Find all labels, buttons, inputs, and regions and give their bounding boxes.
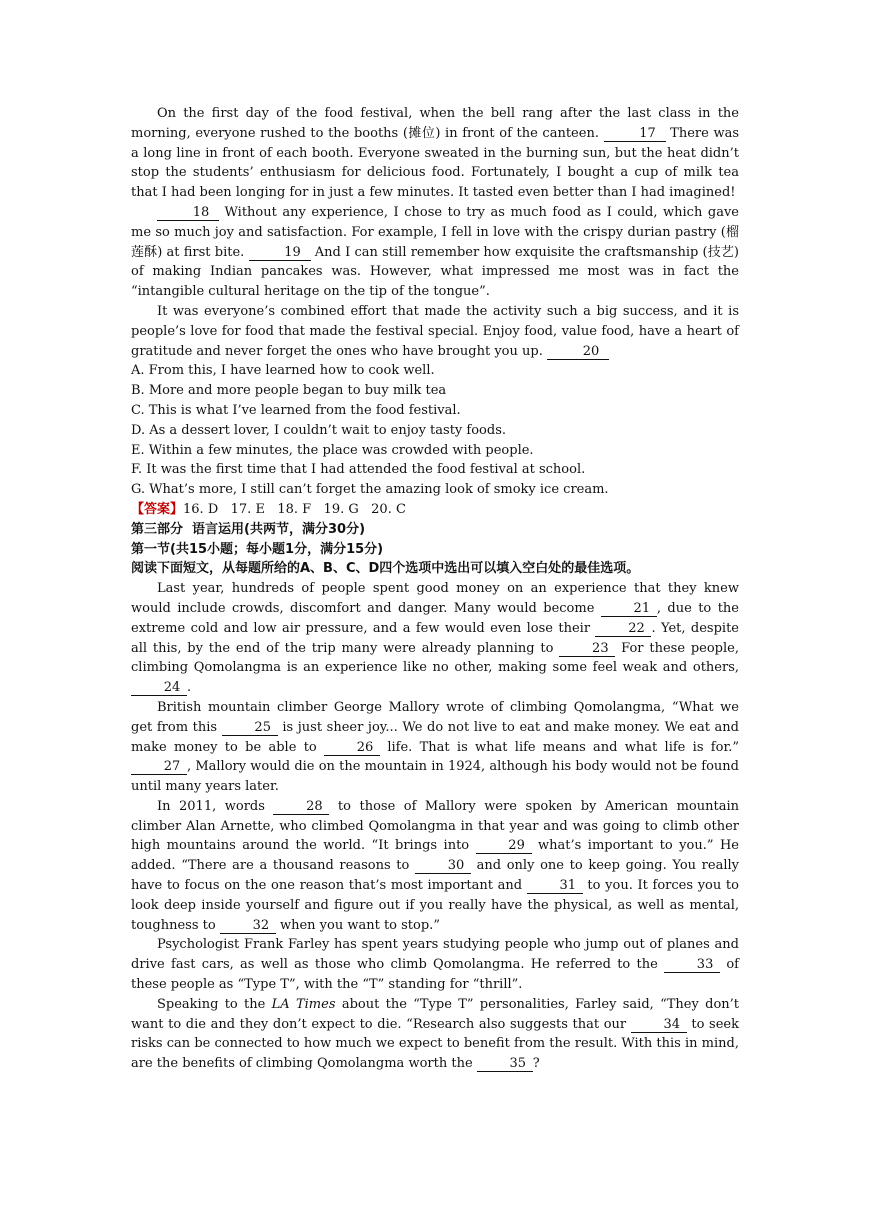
option-e: E. Within a few minutes, the place was crowded with people. xyxy=(131,442,534,458)
text: . xyxy=(187,680,192,696)
passage1-paragraph-3 xyxy=(131,302,739,361)
text: , Mallory would die on the mountain in 1924, although his body would not be found until many years later. xyxy=(131,759,739,795)
text: On the first day of the food festival, when the bell rang after the last class in the morning, everyone rushed to the booths (摊位) in front of the canteen. xyxy=(131,106,739,141)
answer-tag: 【答案】 xyxy=(131,501,184,517)
text: And I can still remember how exquisite the craftsmanship (技艺) of making Indian pancakes was. However, what impressed me most was in fact the “intangible cultural heritage on the tip of the tongue”. xyxy=(131,244,740,300)
option-f: F. It was the first time that I had attended the food festival at school. xyxy=(131,462,586,478)
blank-31: 31 xyxy=(527,878,583,894)
text: life. That is what life means and what life is for.” xyxy=(380,739,740,755)
text: . Yet, despite all this, by the end of the trip many were already planning to xyxy=(131,620,739,656)
text: to you. It forces you to look deep inside yourself and figure out if you really have the physical, as well as mental, toughness to xyxy=(131,878,739,933)
passage1-paragraph-1 xyxy=(131,104,739,203)
text: what’s important to you.” He added. “There are a thousand reasons to xyxy=(131,838,739,874)
option-c: C. This is what I’ve learned from the food festival. xyxy=(131,402,461,418)
blank-32: 32 xyxy=(220,918,276,934)
blank-33: 33 xyxy=(664,957,720,973)
text: Psychologist Frank Farley has spent years studying people who jump out of planes and drive fast cars, as well as those who climb Qomolangma. He referred to the xyxy=(131,937,739,973)
text: Speaking to the xyxy=(157,996,272,1012)
passage2-paragraph-4 xyxy=(131,935,739,994)
section-subtitle: 第一节(共15小题；每小题1分，满分15分) xyxy=(131,541,384,557)
blank-26: 26 xyxy=(324,740,380,756)
blank-29: 29 xyxy=(476,838,532,854)
section-instruction: 阅读下面短文，从每题所给的A、B、C、D四个选项中选出可以填入空白处的最佳选项。 xyxy=(131,561,640,577)
text: , due to the extreme cold and low air pressure, and a few would even lose their xyxy=(131,600,739,636)
text: It was everyone’s combined effort that made the activity such a big success, and it is people’s love for food that made the festival special. Enjoy food, value food, have a heart of gratitude and never forget the ones who have brought you up. xyxy=(131,303,739,359)
blank-17: 17 xyxy=(604,126,666,142)
blank-28: 28 xyxy=(273,799,329,815)
blank-18: 18 xyxy=(157,205,219,221)
blank-21: 21 xyxy=(601,601,657,617)
option-b: B. More and more people began to buy milk tea xyxy=(131,383,447,399)
blank-23: 23 xyxy=(559,641,615,657)
text: British mountain climber George Mallory wrote of climbing Qomolangma, “What we get from this xyxy=(131,699,739,735)
passage2-paragraph-2 xyxy=(131,698,739,797)
text: to seek risks can be connected to how much we expect to benefit from the result. With this in mind, are the benefits of climbing Qomolangma worth the xyxy=(131,1016,739,1072)
section-title: 第三部分 语言运用(共两节，满分30分) xyxy=(131,521,366,537)
text: to those of Mallory were spoken by American mountain climber Alan Arnette, who climbed Qomolangma in that year and was going to climb other high mountains around the world. “It brings into xyxy=(131,798,739,854)
answer-text: 16. D 17. E 18. F 19. G 20. C xyxy=(183,501,406,517)
option-d: D. As a dessert lover, I couldn’t wait to enjoy tasty foods. xyxy=(131,422,506,438)
passage2-paragraph-1 xyxy=(131,579,739,698)
text: when you want to stop.” xyxy=(275,917,440,933)
document-page xyxy=(131,104,739,1074)
text: For these people, climbing Qomolangma is an experience like no other, making some feel weak and others, xyxy=(131,640,739,676)
text: ? xyxy=(532,1056,540,1072)
blank-35: 35 xyxy=(477,1056,533,1072)
text: There was a long line in front of each booth. Everyone sweated in the burning sun, but the heat didn’t stop the students’ enthusiasm for delicious food. Fortunately, I bought a cup of milk tea that I had been longing for in just a few minutes. It tasted even better than I had imagined! xyxy=(131,125,739,201)
blank-24: 24 xyxy=(131,680,187,696)
text: and only one to keep going. You really have to focus on the one reason that’s most important and xyxy=(131,858,739,894)
text: is just sheer joy... We do not live to eat and make money. We eat and make money to be able to xyxy=(131,719,739,755)
blank-30: 30 xyxy=(415,858,471,874)
blank-19: 19 xyxy=(249,245,311,261)
passage1-paragraph-2 xyxy=(131,203,739,302)
text: In 2011, words xyxy=(157,798,274,814)
option-g: G. What’s more, I still can’t forget the amazing look of smoky ice cream. xyxy=(131,482,609,498)
blank-22: 22 xyxy=(595,621,651,637)
text: Last year, hundreds of people spent good money on an experience that they knew would include crowds, discomfort and danger. Many would become xyxy=(131,581,739,616)
text: about the “Type T” personalities, Farley said, “They don’t want to die and they don’t expect to die. “Research also suggests that our xyxy=(131,996,740,1032)
passage2-paragraph-5 xyxy=(131,995,739,1074)
blank-25: 25 xyxy=(222,720,278,736)
blank-34: 34 xyxy=(631,1017,687,1033)
text: of these people as “Type T”, with the “T” standing for “thrill”. xyxy=(131,957,739,993)
passage2-paragraph-3 xyxy=(131,797,739,936)
answer-line xyxy=(131,500,739,520)
publication-name: LA Times xyxy=(271,996,336,1012)
text: Without any experience, I chose to try as much food as I could, which gave me so much joy and satisfaction. For example, I fell in love with the crispy durian pastry (榴莲酥) at first bite. xyxy=(131,204,739,260)
option-a: A. From this, I have learned how to cook well. xyxy=(131,363,435,379)
blank-27: 27 xyxy=(131,759,187,775)
blank-20: 20 xyxy=(547,344,609,360)
